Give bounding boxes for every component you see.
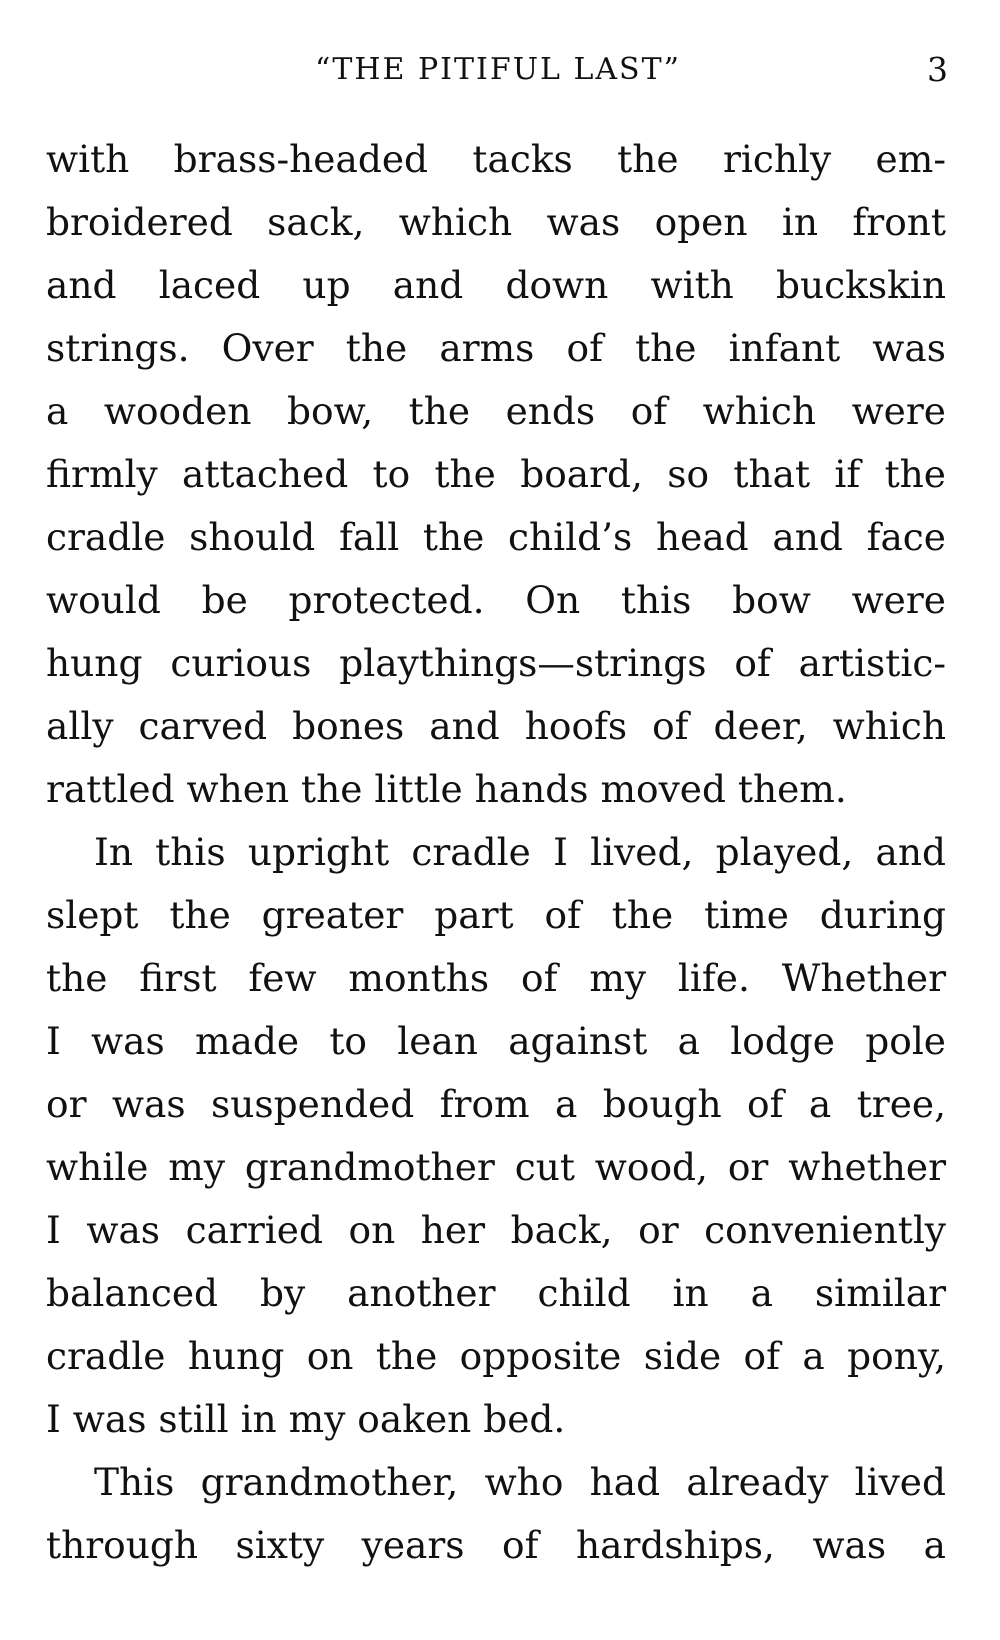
text-line: and laced up and down with buckskin (46, 263, 946, 307)
text-line: This grandmother, who had already lived (94, 1460, 946, 1504)
text-line: would be protected. On this bow were (46, 578, 946, 622)
text-line: while my grandmother cut wood, or whether (46, 1145, 946, 1189)
text-line: cradle hung on the opposite side of a pony, (46, 1334, 946, 1378)
text-line: In this upright cradle I lived, played, and (94, 830, 946, 874)
paragraph-1 (46, 128, 946, 821)
text-line: broidered sack, which was open in front (46, 200, 946, 244)
text-line: I was made to lean against a lodge pole (46, 1019, 946, 1063)
text-line: slept the greater part of the time during (46, 893, 946, 937)
text-line: hung curious playthings—strings of artistic- (46, 641, 946, 685)
text-line: I was still in my oaken bed. (46, 1397, 566, 1441)
paragraph-2 (46, 821, 946, 1451)
text-line: strings. Over the arms of the infant was (46, 326, 946, 370)
text-line: or was suspended from a bough of a tree, (46, 1082, 946, 1126)
running-head (48, 48, 948, 92)
text-line: firmly attached to the board, so that if the (46, 452, 946, 496)
text-line: with brass-headed tacks the richly em- (46, 137, 946, 181)
text-line: rattled when the little hands moved them. (46, 767, 847, 811)
text-line: cradle should fall the child’s head and face (46, 515, 946, 559)
page-number: 3 (927, 50, 948, 89)
text-line: ally carved bones and hoofs of deer, which (46, 704, 946, 748)
text-line: balanced by another child in a similar (46, 1271, 946, 1315)
paragraph-3 (46, 1451, 946, 1577)
text-line: the first few months of my life. Whether (46, 956, 946, 1000)
running-title: “THE PITIFUL LAST” (315, 52, 681, 87)
text-line: I was carried on her back, or conveniently (46, 1208, 946, 1252)
text-line: through sixty years of hardships, was a (46, 1523, 946, 1567)
body-text (46, 128, 946, 1577)
text-line: a wooden bow, the ends of which were (46, 389, 946, 433)
